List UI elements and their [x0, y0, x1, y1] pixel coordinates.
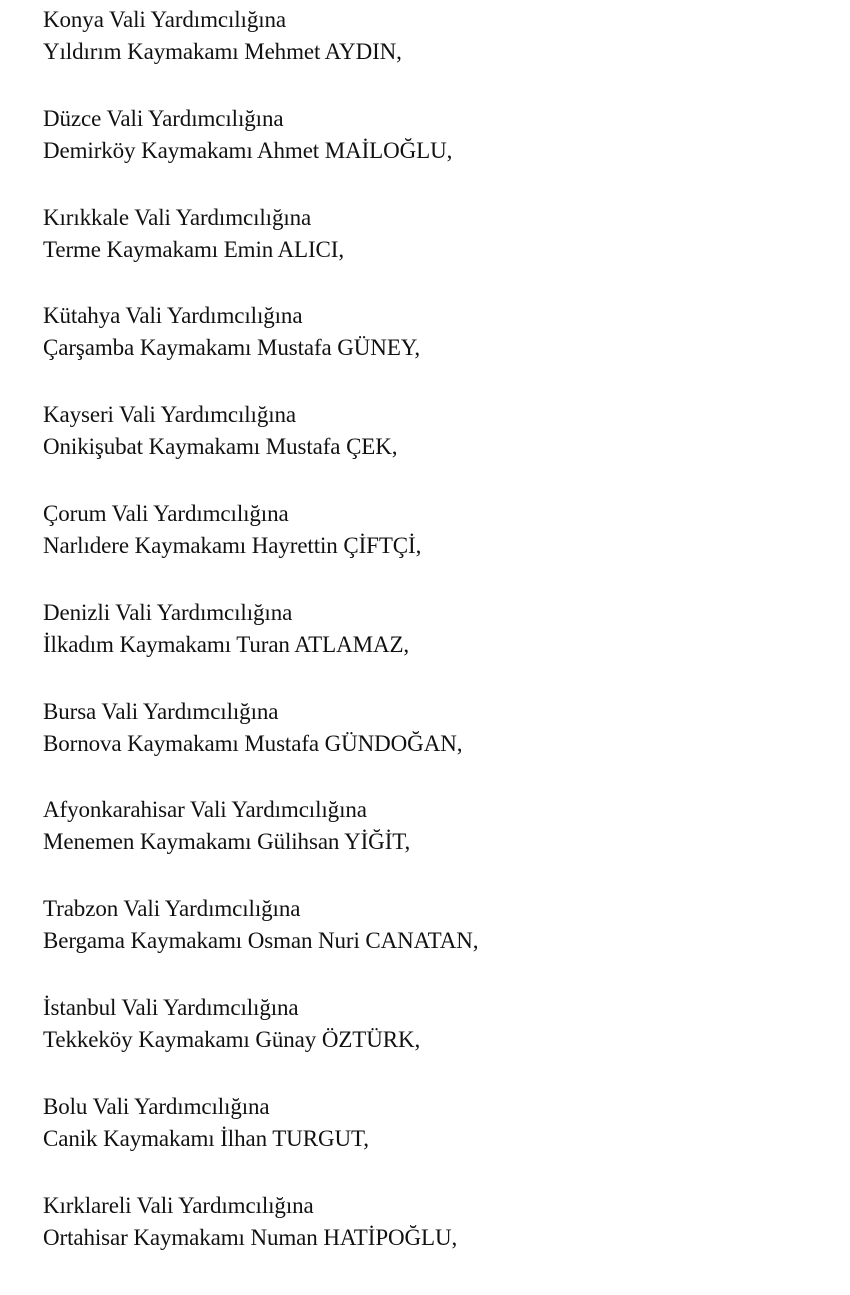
appointee-name: Bergama Kaymakamı Osman Nuri CANATAN,: [43, 928, 479, 954]
appointee-name: Ortahisar Kaymakamı Numan HATİPOĞLU,: [43, 1224, 458, 1250]
appointment-entry: [43, 202, 823, 301]
appointee-name: Menemen Kaymakamı Gülihsan YİĞİT,: [43, 829, 411, 855]
position-title: Konya Vali Yardımcılığına: [43, 7, 287, 32]
appointment-entry: [43, 1190, 823, 1289]
appointment-entry: [43, 794, 823, 893]
appointment-list: [43, 4, 823, 1288]
position-title: Kütahya Vali Yardımcılığına: [43, 303, 303, 329]
position-title: Kırıkkale Vali Yardımcılığına: [43, 204, 312, 230]
position-title: Denizli Vali Yardımcılığına: [43, 599, 293, 625]
position-title: Bursa Vali Yardımcılığına: [43, 698, 279, 724]
appointment-entry: [43, 4, 823, 103]
position-title: Çorum Vali Yardımcılığına: [43, 500, 289, 526]
position-title: İstanbul Vali Yardımcılığına: [43, 994, 299, 1020]
appointee-name: Narlıdere Kaymakamı Hayrettin ÇİFTÇİ,: [43, 532, 422, 558]
appointee-name: Canik Kaymakamı İlhan TURGUT,: [43, 1125, 369, 1151]
appointment-entry: [43, 103, 823, 202]
appointment-entry: [43, 893, 823, 992]
appointee-name: Yıldırım Kaymakamı Mehmet AYDIN,: [43, 39, 402, 64]
appointment-entry: [43, 597, 823, 696]
appointee-name: Onikişubat Kaymakamı Mustafa ÇEK,: [43, 434, 398, 460]
appointee-name: Çarşamba Kaymakamı Mustafa GÜNEY,: [43, 335, 420, 361]
position-title: Kırklareli Vali Yardımcılığına: [43, 1192, 314, 1218]
appointment-entry: [43, 399, 823, 498]
appointee-name: Terme Kaymakamı Emin ALICI,: [43, 236, 344, 262]
position-title: Afyonkarahisar Vali Yardımcılığına: [43, 797, 367, 823]
appointee-name: Tekkeköy Kaymakamı Günay ÖZTÜRK,: [43, 1026, 421, 1052]
appointment-entry: [43, 696, 823, 795]
position-title: Trabzon Vali Yardımcılığına: [43, 896, 301, 922]
position-title: Bolu Vali Yardımcılığına: [43, 1093, 270, 1119]
position-title: Düzce Vali Yardımcılığına: [43, 105, 284, 131]
appointment-entry: [43, 992, 823, 1091]
position-title: Kayseri Vali Yardımcılığına: [43, 402, 297, 428]
appointee-name: Demirköy Kaymakamı Ahmet MAİLOĞLU,: [43, 137, 453, 163]
appointment-entry: [43, 1091, 823, 1190]
appointment-entry: [43, 300, 823, 399]
appointment-entry: [43, 498, 823, 597]
appointee-name: İlkadım Kaymakamı Turan ATLAMAZ,: [43, 631, 410, 657]
appointee-name: Bornova Kaymakamı Mustafa GÜNDOĞAN,: [43, 730, 463, 756]
